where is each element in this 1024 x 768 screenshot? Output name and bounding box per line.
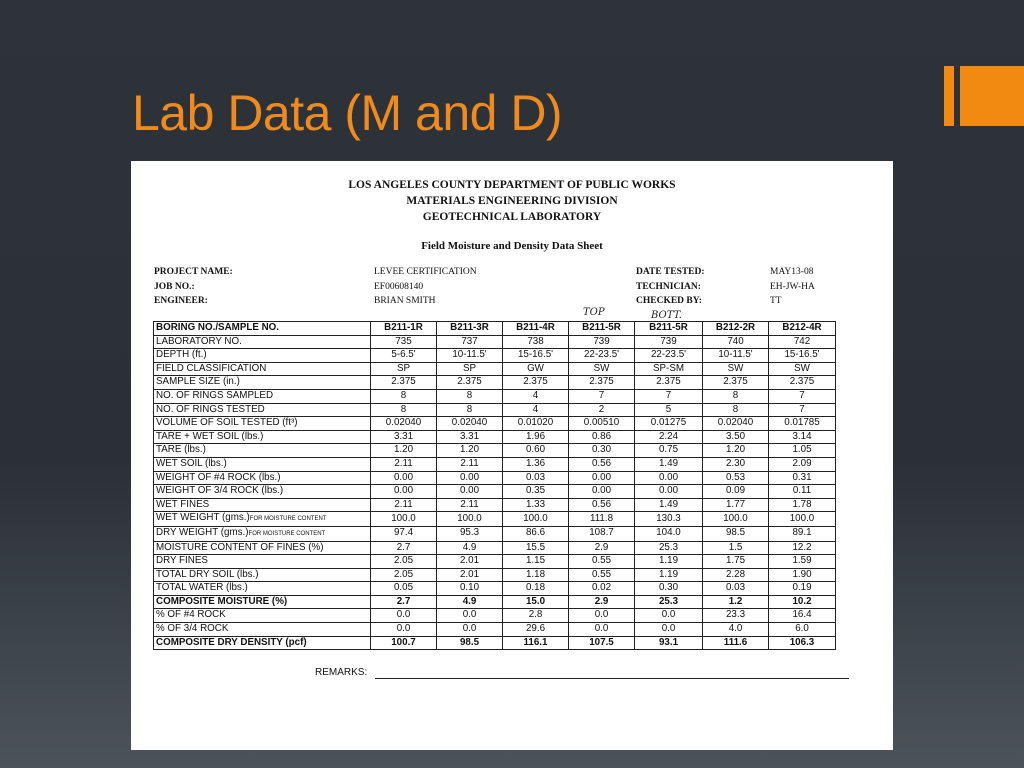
table-cell: 0.01275: [635, 417, 703, 431]
meta-project-value: LEVEE CERTIFICATION: [374, 267, 477, 277]
table-cell: 0.00: [569, 471, 635, 485]
meta-checked-value: TT: [770, 296, 782, 306]
doc-header-department: LOS ANGELES COUNTY DEPARTMENT OF PUBLIC WORKS: [348, 179, 676, 191]
table-cell: 0.02: [569, 582, 635, 596]
table-cell: 2.375: [437, 376, 503, 390]
table-cell: 7: [569, 389, 635, 403]
row-label: LABORATORY NO.: [154, 335, 371, 349]
table-cell: 0.55: [569, 568, 635, 582]
row-label: MOISTURE CONTENT OF FINES (%): [154, 541, 371, 555]
column-header: B211-1R: [371, 322, 437, 336]
row-label-note: FOR MOISTURE CONTENT: [249, 516, 327, 523]
table-cell: SP-SM: [635, 362, 703, 376]
table-cell: 107.5: [569, 636, 635, 650]
table-cell: SW: [569, 362, 635, 376]
table-cell: 0.00510: [569, 417, 635, 431]
accent-bar-block: [960, 66, 1024, 126]
table-cell: 1.75: [703, 555, 769, 569]
handwritten-note-bott: BOTT.: [651, 310, 682, 321]
table-cell: 25.3: [635, 541, 703, 555]
table-cell: 0.00: [371, 471, 437, 485]
table-cell: 8: [703, 389, 769, 403]
table-cell: 2.30: [703, 457, 769, 471]
table-cell: 2.8: [503, 609, 569, 623]
table-cell: 2.9: [569, 595, 635, 609]
table-cell: 1.05: [769, 444, 836, 458]
table-row: [154, 471, 836, 485]
table-cell: 111.8: [569, 512, 635, 527]
table-cell: 0.56: [569, 498, 635, 512]
row-label: VOLUME OF SOIL TESTED (ft³): [154, 417, 371, 431]
table-cell: 95.3: [437, 526, 503, 541]
table-cell: 2.11: [437, 498, 503, 512]
table-cell: 100.0: [769, 512, 836, 527]
row-label: SAMPLE SIZE (in.): [154, 376, 371, 390]
table-cell: 16.4: [769, 609, 836, 623]
table-cell: 2.11: [371, 498, 437, 512]
table-cell: 0.75: [635, 444, 703, 458]
table-cell: 5-6.5': [371, 349, 437, 363]
table-cell: 0.0: [437, 609, 503, 623]
row-label: WET FINES: [154, 498, 371, 512]
remarks-label: REMARKS:: [315, 667, 368, 678]
table-cell: 2.01: [437, 568, 503, 582]
table-cell: 15.5: [503, 541, 569, 555]
column-header: B211-5R: [569, 322, 635, 336]
table-header-row: [154, 322, 836, 336]
table-row: [154, 457, 836, 471]
column-header: B212-2R: [703, 322, 769, 336]
table-cell: 100.0: [437, 512, 503, 527]
table-cell: GW: [503, 362, 569, 376]
table-cell: 0.86: [569, 430, 635, 444]
table-cell: 10-11.5': [437, 349, 503, 363]
table-row: [154, 403, 836, 417]
row-label-note: FOR MOISTURE CONTENT: [248, 530, 326, 537]
table-cell: 0.03: [503, 471, 569, 485]
table-cell: 0.60: [503, 444, 569, 458]
table-cell: 0.19: [769, 582, 836, 596]
table-row: [154, 389, 836, 403]
table-cell: 2.375: [569, 376, 635, 390]
row-label: TARE + WET SOIL (lbs.): [154, 430, 371, 444]
table-cell: 742: [769, 335, 836, 349]
row-label: WET SOIL (lbs.): [154, 457, 371, 471]
table-cell: 4.9: [437, 595, 503, 609]
table-cell: 7: [635, 389, 703, 403]
row-label: NO. OF RINGS SAMPLED: [154, 389, 371, 403]
table-row: [154, 485, 836, 499]
table-cell: 0.02040: [703, 417, 769, 431]
table-cell: 2.375: [769, 376, 836, 390]
doc-sheet-title: Field Moisture and Density Data Sheet: [421, 240, 603, 252]
row-label: WEIGHT OF #4 ROCK (lbs.): [154, 471, 371, 485]
table-cell: 89.1: [769, 526, 836, 541]
table-cell: 739: [569, 335, 635, 349]
table-cell: 108.7: [569, 526, 635, 541]
table-cell: 0.01785: [769, 417, 836, 431]
meta-date-label: DATE TESTED:: [636, 267, 705, 277]
table-cell: 15-16.5': [769, 349, 836, 363]
table-row: [154, 636, 836, 650]
table-cell: 2.375: [703, 376, 769, 390]
table-row: [154, 609, 836, 623]
table-cell: 0.00: [437, 485, 503, 499]
table-cell: 740: [703, 335, 769, 349]
row-label: % OF 3/4 ROCK: [154, 623, 371, 637]
table-cell: 0.30: [569, 444, 635, 458]
scanned-data-sheet: [131, 161, 893, 750]
table-cell: 0.00: [635, 485, 703, 499]
table-cell: 0.30: [635, 582, 703, 596]
table-cell: 7: [769, 389, 836, 403]
table-cell: 738: [503, 335, 569, 349]
meta-project-label: PROJECT NAME:: [154, 267, 233, 277]
table-cell: 737: [437, 335, 503, 349]
table-cell: 4: [503, 403, 569, 417]
handwritten-note-top: TOP: [583, 307, 605, 318]
column-header: B212-4R: [769, 322, 836, 336]
table-cell: 86.6: [503, 526, 569, 541]
table-cell: 5: [635, 403, 703, 417]
table-cell: 29.6: [503, 623, 569, 637]
table-cell: 1.5: [703, 541, 769, 555]
meta-engineer-label: ENGINEER:: [154, 296, 208, 306]
table-cell: 2.375: [635, 376, 703, 390]
row-label: TARE (lbs.): [154, 444, 371, 458]
meta-job-value: EF00608140: [374, 282, 424, 292]
row-label: COMPOSITE DRY DENSITY (pcf): [154, 636, 371, 650]
table-cell: SP: [371, 362, 437, 376]
table-cell: 3.31: [437, 430, 503, 444]
table-cell: 10-11.5': [703, 349, 769, 363]
table-cell: 15-16.5': [503, 349, 569, 363]
table-cell: 1.15: [503, 555, 569, 569]
row-label: DRY FINES: [154, 555, 371, 569]
table-cell: 0.10: [437, 582, 503, 596]
meta-job-label: JOB NO.:: [154, 282, 195, 292]
slide-title: Lab Data (M and D): [132, 85, 563, 141]
table-row: [154, 430, 836, 444]
table-cell: 98.5: [437, 636, 503, 650]
table-cell: 0.03: [703, 582, 769, 596]
table-cell: 0.11: [769, 485, 836, 499]
table-cell: 1.96: [503, 430, 569, 444]
table-row: [154, 623, 836, 637]
table-cell: 100.7: [371, 636, 437, 650]
table-cell: 4.9: [437, 541, 503, 555]
header-label: BORING NO./SAMPLE NO.: [154, 322, 371, 336]
table-cell: 2.9: [569, 541, 635, 555]
table-cell: 2.24: [635, 430, 703, 444]
table-cell: 2.7: [371, 541, 437, 555]
table-cell: 1.19: [635, 555, 703, 569]
table-cell: 0.55: [569, 555, 635, 569]
column-header: B211-4R: [503, 322, 569, 336]
table-row: [154, 417, 836, 431]
meta-engineer-value: BRIAN SMITH: [374, 296, 436, 306]
table-cell: 3.50: [703, 430, 769, 444]
table-cell: 1.20: [437, 444, 503, 458]
table-cell: 111.6: [703, 636, 769, 650]
table-cell: 2.05: [371, 555, 437, 569]
table-cell: 0.09: [703, 485, 769, 499]
table-cell: 100.0: [703, 512, 769, 527]
table-cell: 1.49: [635, 498, 703, 512]
meta-technician-label: TECHNICIAN:: [636, 282, 701, 292]
table-cell: 22-23.5': [569, 349, 635, 363]
table-cell: 0.53: [703, 471, 769, 485]
table-cell: 2.09: [769, 457, 836, 471]
table-cell: 0.18: [503, 582, 569, 596]
row-label: TOTAL WATER (lbs.): [154, 582, 371, 596]
table-row: [154, 568, 836, 582]
table-cell: 104.0: [635, 526, 703, 541]
table-cell: 1.36: [503, 457, 569, 471]
table-cell: 1.49: [635, 457, 703, 471]
table-cell: 7: [769, 403, 836, 417]
table-cell: 1.59: [769, 555, 836, 569]
table-cell: SP: [437, 362, 503, 376]
table-cell: 0.05: [371, 582, 437, 596]
table-cell: 25.3: [635, 595, 703, 609]
doc-header-lab: GEOTECHNICAL LABORATORY: [422, 211, 602, 223]
table-cell: 2.11: [371, 457, 437, 471]
column-header: B211-5R: [635, 322, 703, 336]
table-cell: 1.33: [503, 498, 569, 512]
table-cell: 8: [371, 389, 437, 403]
table-cell: 2.01: [437, 555, 503, 569]
table-row: [154, 498, 836, 512]
table-cell: 15.0: [503, 595, 569, 609]
remarks-line: [375, 678, 849, 679]
table-cell: 22-23.5': [635, 349, 703, 363]
table-cell: 0.02040: [371, 417, 437, 431]
meta-technician-value: EH-JW-HA: [770, 282, 815, 292]
row-label: COMPOSITE MOISTURE (%): [154, 595, 371, 609]
table-row: [154, 595, 836, 609]
table-cell: 106.3: [769, 636, 836, 650]
moisture-density-table: [153, 321, 836, 650]
table-row: [154, 335, 836, 349]
table-cell: 3.14: [769, 430, 836, 444]
table-cell: 0.31: [769, 471, 836, 485]
table-cell: 0.0: [569, 609, 635, 623]
table-cell: 739: [635, 335, 703, 349]
accent-bar-thin: [944, 66, 954, 126]
table-row: [154, 376, 836, 390]
table-row: [154, 582, 836, 596]
table-cell: 0.00: [635, 471, 703, 485]
table-cell: 2.375: [371, 376, 437, 390]
column-header: B211-3R: [437, 322, 503, 336]
table-cell: 0.0: [371, 623, 437, 637]
table-cell: 0.0: [569, 623, 635, 637]
table-cell: 0.0: [635, 623, 703, 637]
table-cell: 100.0: [371, 512, 437, 527]
table-cell: 0.00: [371, 485, 437, 499]
table-cell: 98.5: [703, 526, 769, 541]
table-cell: 130.3: [635, 512, 703, 527]
table-cell: 1.2: [703, 595, 769, 609]
table-row: [154, 349, 836, 363]
row-label: DEPTH (ft.): [154, 349, 371, 363]
table-cell: 0.35: [503, 485, 569, 499]
table-row: [154, 526, 836, 541]
table-cell: 6.0: [769, 623, 836, 637]
meta-date-value: MAY13-08: [770, 267, 814, 277]
table-cell: 0.02040: [437, 417, 503, 431]
table-cell: 1.19: [635, 568, 703, 582]
table-cell: 735: [371, 335, 437, 349]
table-row: [154, 512, 836, 527]
table-cell: 100.0: [503, 512, 569, 527]
table-cell: 0.56: [569, 457, 635, 471]
table-cell: 97.4: [371, 526, 437, 541]
table-cell: 12.2: [769, 541, 836, 555]
table-row: [154, 362, 836, 376]
table-cell: 2.7: [371, 595, 437, 609]
table-cell: SW: [703, 362, 769, 376]
table-cell: 3.31: [371, 430, 437, 444]
table-cell: 8: [437, 389, 503, 403]
table-cell: SW: [769, 362, 836, 376]
table-cell: 2.05: [371, 568, 437, 582]
table-row: [154, 541, 836, 555]
table-cell: 23.3: [703, 609, 769, 623]
doc-header-division: MATERIALS ENGINEERING DIVISION: [406, 195, 618, 207]
row-label: DRY WEIGHT (gms.)FOR MOISTURE CONTENT: [154, 526, 371, 541]
table-cell: 116.1: [503, 636, 569, 650]
table-cell: 0.0: [371, 609, 437, 623]
row-label: WEIGHT OF 3/4 ROCK (lbs.): [154, 485, 371, 499]
table-cell: 8: [371, 403, 437, 417]
table-cell: 1.20: [703, 444, 769, 458]
row-label: TOTAL DRY SOIL (lbs.): [154, 568, 371, 582]
table-cell: 0.00: [569, 485, 635, 499]
row-label: FIELD CLASSIFICATION: [154, 362, 371, 376]
table-cell: 8: [437, 403, 503, 417]
table-cell: 2: [569, 403, 635, 417]
table-cell: 1.18: [503, 568, 569, 582]
table-cell: 2.375: [503, 376, 569, 390]
table-cell: 1.77: [703, 498, 769, 512]
row-label: % OF #4 ROCK: [154, 609, 371, 623]
table-cell: 0.0: [437, 623, 503, 637]
table-row: [154, 444, 836, 458]
table-cell: 10.2: [769, 595, 836, 609]
table-cell: 2.28: [703, 568, 769, 582]
row-label: WET WEIGHT (gms.)FOR MOISTURE CONTENT: [154, 512, 371, 527]
table-cell: 1.78: [769, 498, 836, 512]
row-label: NO. OF RINGS TESTED: [154, 403, 371, 417]
table-cell: 8: [703, 403, 769, 417]
table-cell: 0.0: [635, 609, 703, 623]
table-cell: 1.20: [371, 444, 437, 458]
table-cell: 4: [503, 389, 569, 403]
table-row: [154, 555, 836, 569]
meta-checked-label: CHECKED BY:: [636, 296, 702, 306]
table-cell: 0.00: [437, 471, 503, 485]
table-cell: 2.11: [437, 457, 503, 471]
table-cell: 93.1: [635, 636, 703, 650]
table-cell: 0.01020: [503, 417, 569, 431]
table-cell: 4.0: [703, 623, 769, 637]
table-cell: 1.90: [769, 568, 836, 582]
